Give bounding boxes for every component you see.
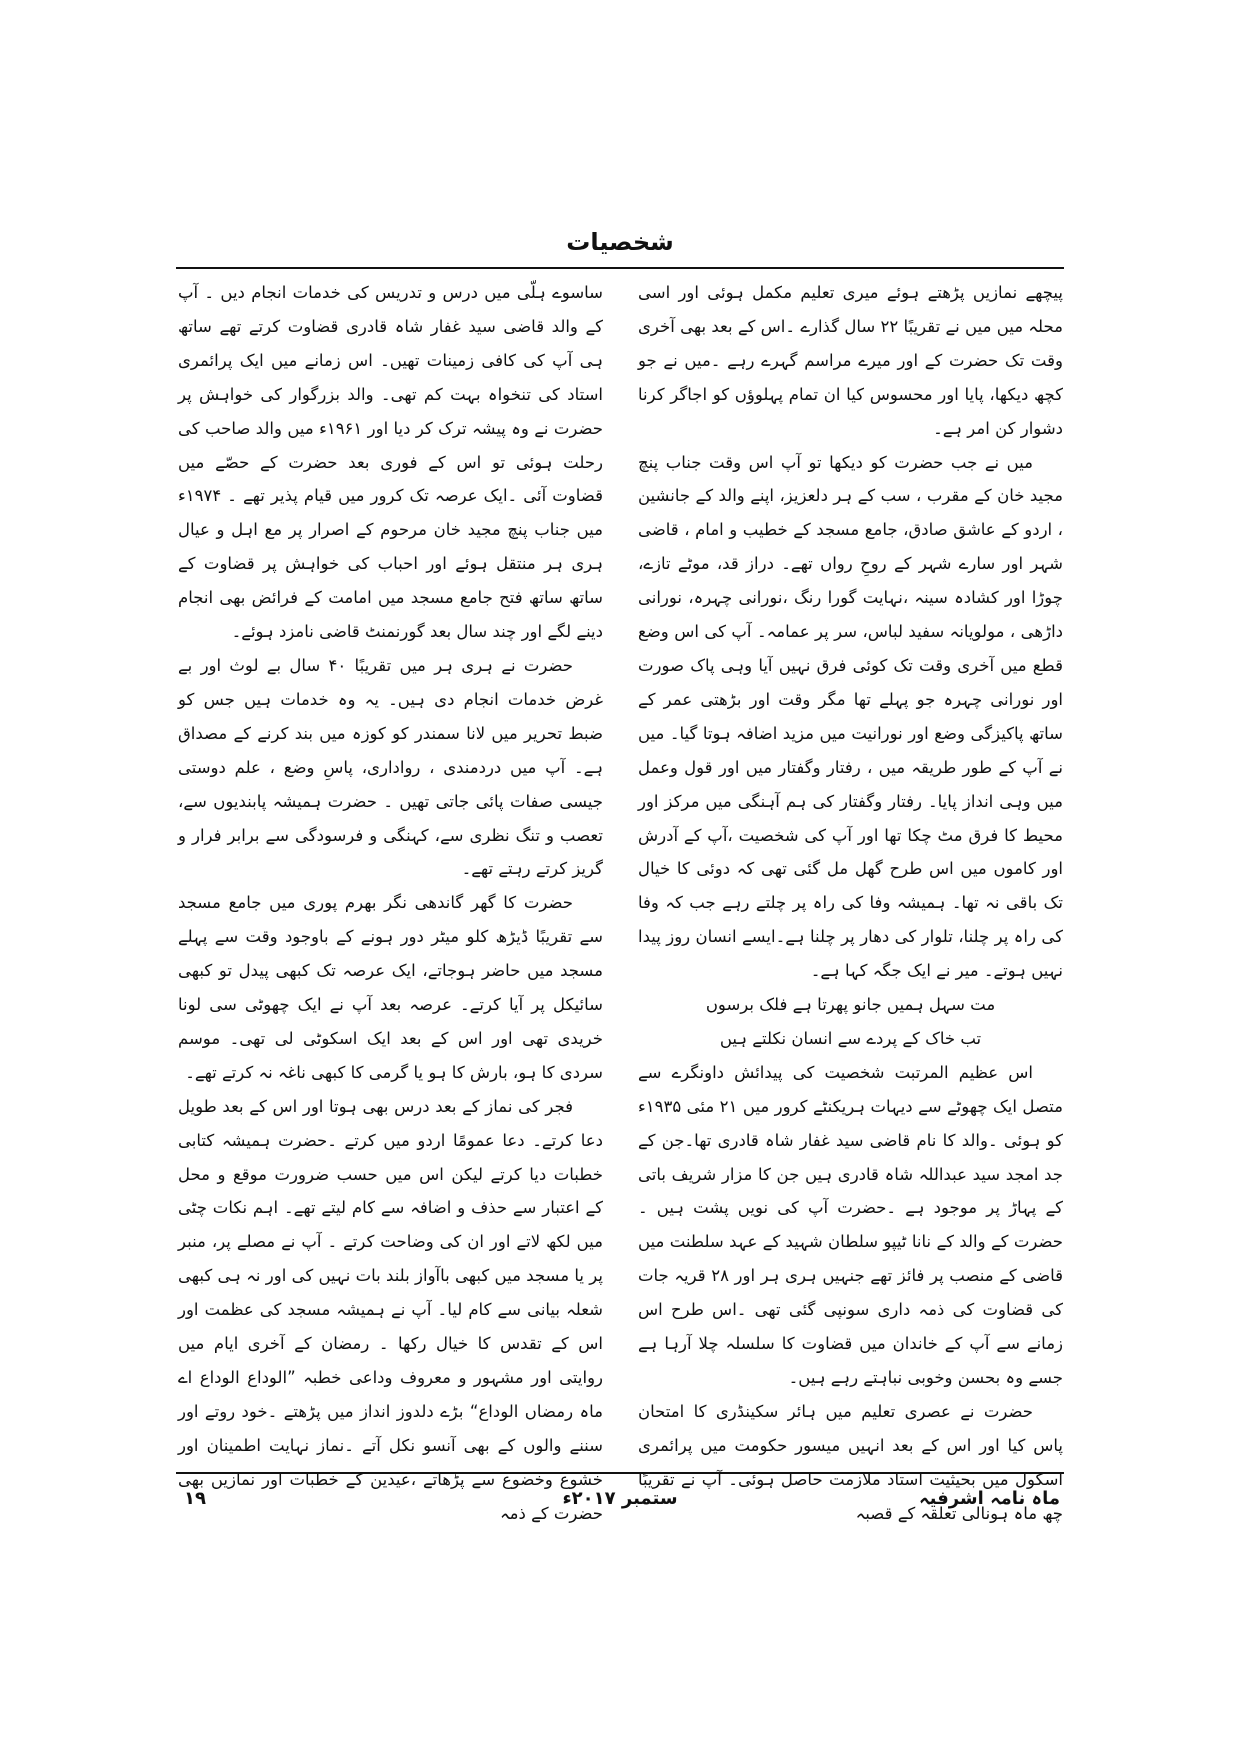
page-title: شخصیات [566, 228, 674, 256]
verse-line: تب خاک کے پردے سے انسان نکلتے ہیں [719, 1028, 982, 1048]
paragraph: ساسوے ہلّی میں درس و تدریس کی خدمات انجام دیں ۔ آپ کے والد قاضی سید غفار شاہ قادری قضاوت کرتے تھے ساتھ ہی آپ کی کافی زمینات تھیں۔ اس زمانے میں ایک پرائمری استاد کی تنخواہ بہت کم تھی۔ والد بزرگوار کی خواہش پر حضرت نے وہ پیشہ ترک کر دیا اور ۱۹۶۱ء میں والد صاحب کی رحلت ہوئی تو اس کے فوری بعد حضرت کے حصّے میں قضاوت آئی ۔ایک عرصہ تک کرور میں قیام پذیر تھے ۔ ۱۹۷۴ء میں جناب پنچ مجید خان مرحوم کے اصرار پر مع اہل و عیال ہری ہر منتقل ہوئے اور احباب کی خواہش پر قضاوت کے ساتھ ساتھ فتح جامع مسجد میں امامت کے فرائض بھی انجام دینے لگے اور چند سال بعد گورنمنٹ قاضی نامزد ہوئے۔ [178, 283, 603, 642]
paragraph: فجر کی نماز کے بعد درس بھی ہوتا اور اس کے بعد طویل دعا کرتے۔ دعا عمومًا اردو میں کرتے ۔حضرت ہمیشہ کتابی خطبات دیا کرتے لیکن اس میں حسب ضرورت موقع و محل کے اعتبار سے حذف و اضافہ سے کام لیتے تھے۔ اہم نکات چٹی میں لکھ لاتے اور ان کی وضاحت کرتے ۔ آپ نے مصلے پر، منبر پر یا مسجد میں کبھی باآواز بلند بات نہیں کی اور نہ ہی کبھی شعلہ بیانی سے کام لیا۔ آپ نے ہمیشہ مسجد کی عظمت اور اس کے تقدس کا خیال رکھا ۔ رمضان کے آخری ایام میں روایتی اور مشہور و معروف وداعی خطبہ ”الوداع الوداع اے ماہ رمضاں الوداع“ بڑے دلدوز انداز میں پڑھتے ۔خود روتے اور سننے والوں کے بھی آنسو نکل آتے ۔نماز نہایت اطمینان اور خشوع وخضوع سے پڑھاتے ،عیدین کے خطبات اور نمازیں بھی حضرت کے ذمہ [178, 1096, 603, 1523]
paragraph: پیچھے نمازیں پڑھتے ہوئے میری تعلیم مکمل ہوئی اور اسی محلہ میں میں نے تقریبًا ۲۲ سال گذارے ۔اس کے بعد بھی آخری وقت تک حضرت کے اور میرے مراسم گہرے رہے ۔میں نے جو کچھ دیکھا، پایا اور محسوس کیا ان تمام پہلوؤں کو اجاگر کرنا دشوار کن امر ہے۔ [638, 283, 1063, 438]
header-divider [176, 267, 1064, 269]
magazine-name: ماہ نامہ اشرفیہ [919, 1488, 1060, 1509]
footer-divider [176, 1472, 1064, 1474]
paragraph: حضرت نے عصری تعلیم میں ہائر سکینڈری کا امتحان پاس کیا اور اس کے بعد انہیں میسور حکومت میں پرائمری اسکول میں بحیثیت استاد ملازمت حاصل ہوئی۔ آپ نے تقریبًا چھ ماہ ہونالی تعلقہ کے قصبہ [638, 1401, 1063, 1523]
issue-date: ستمبر ۲۰۱۷ء [562, 1488, 678, 1509]
paragraph: حضرت کا گھر گاندھی نگر بھرم پوری میں جامع مسجد سے تقریبًا ڈیڑھ کلو میٹر دور ہونے کے باوجود وقت سے پہلے مسجد میں حاضر ہوجاتے، ایک عرصہ تک کبھی پیدل تو کبھی سائیکل پر آیا کرتے۔ عرصہ بعد آپ نے ایک چھوٹی سی لونا خریدی تھی اور اس کے بعد ایک اسکوٹی لی تھی۔ موسم سردی کا ہو، بارش کا ہو یا گرمی کا کبھی ناغہ نہ کرتے تھے۔ [178, 893, 603, 1082]
paragraph: حضرت نے ہری ہر میں تقریبًا ۴۰ سال بے لوث اور بے غرض خدمات انجام دی ہیں۔ یہ وہ خدمات ہیں جس کو ضبط تحریر میں لانا سمندر کو کوزہ میں بند کرنے کے مصداق ہے۔ آپ میں دردمندی ، رواداری، پاسِ وضع ، علم دوستی جیسی صفات پائی جاتی تھیں ۔ حضرت ہمیشہ پابندیوں سے، تعصب و تنگ نظری سے، کہنگی و فرسودگی سے برابر فرار و گریز کرتے رہتے تھے۔ [178, 655, 603, 879]
verse-line: مت سہل ہمیں جانو پھرتا ہے فلک برسوں [705, 995, 996, 1015]
paragraph: میں نے جب حضرت کو دیکھا تو آپ اس وقت جناب پنچ مجید خان کے مقرب ، سب کے ہر دلعزیز، اپنے والد کے جانشین ، اردو کے عاشق صادق، جامع مسجد کے خطیب و امام ، قاضی شہر اور سارے شہر کے روحِ رواں تھے۔ دراز قد، موٹے تازے، چوڑا اور کشادہ سینہ ،نہایت گورا رنگ ،نورانی چہرہ، نورانی داڑھی ، مولویانہ سفید لباس، سر پر عمامہ۔ آپ کی اس وضع قطع میں آخری وقت تک کوئی فرق نہیں آیا وہی پاک صورت اور نورانی چہرہ جو پہلے تھا مگر وقت اور بڑھتی عمر کے ساتھ پاکیزگی وضع اور نورانیت میں مزید اضافہ ہوتا گیا۔ میں نے آپ کے طور طریقہ میں ، رفتار وگفتار میں اور قول وعمل میں وہی انداز پایا۔ رفتار وگفتار کی ہم آہنگی میں مرکز اور محیط کا فرق مٹ چکا تھا اور آپ کی شخصیت ،آپ کے آدرش اور کاموں میں اس طرح گھل مل گئی تھی کہ دوئی کا خیال تک باقی نہ تھا۔ ہمیشہ وفا کی راہ پر چلتے رہے جب کہ وفا کی راہ پر چلنا، تلوار کی دھار پر چلنا ہے۔ایسے انسان روز پیدا نہیں ہوتے۔ میر نے ایک جگہ کہا ہے۔ [638, 452, 1063, 981]
paragraph: اس عظیم المرتبت شخصیت کی پیدائش داونگرے سے متصل ایک چھوٹے سے دیہات ہریکنٹے کرور میں ۲۱ مئی ۱۹۳۵ء کو ہوئی ۔والد کا نام قاضی سید غفار شاہ قادری تھا۔جن کے جد امجد سید عبداللہ شاہ قادری ہیں جن کا مزار شریف باتی کے پہاڑ پر موجود ہے ۔حضرت آپ کی نویں پشت ہیں ۔حضرت کے والد کے نانا ٹیپو سلطان شہید کے عہد سلطنت میں قاضی کے منصب پر فائز تھے جنہیں ہری ہر اور ۲۸ قریہ جات کی قضاوت کی ذمہ داری سونپی گئی تھی ۔اس طرح اس زمانے سے آپ کے خاندان میں قضاوت کا سلسلہ چلا آرہا ہے جسے وہ بحسن وخوبی نباہتے رہے ہیں۔ [638, 1062, 1064, 1387]
page-number: ۱۹ [184, 1488, 206, 1509]
left-column [178, 276, 603, 1523]
